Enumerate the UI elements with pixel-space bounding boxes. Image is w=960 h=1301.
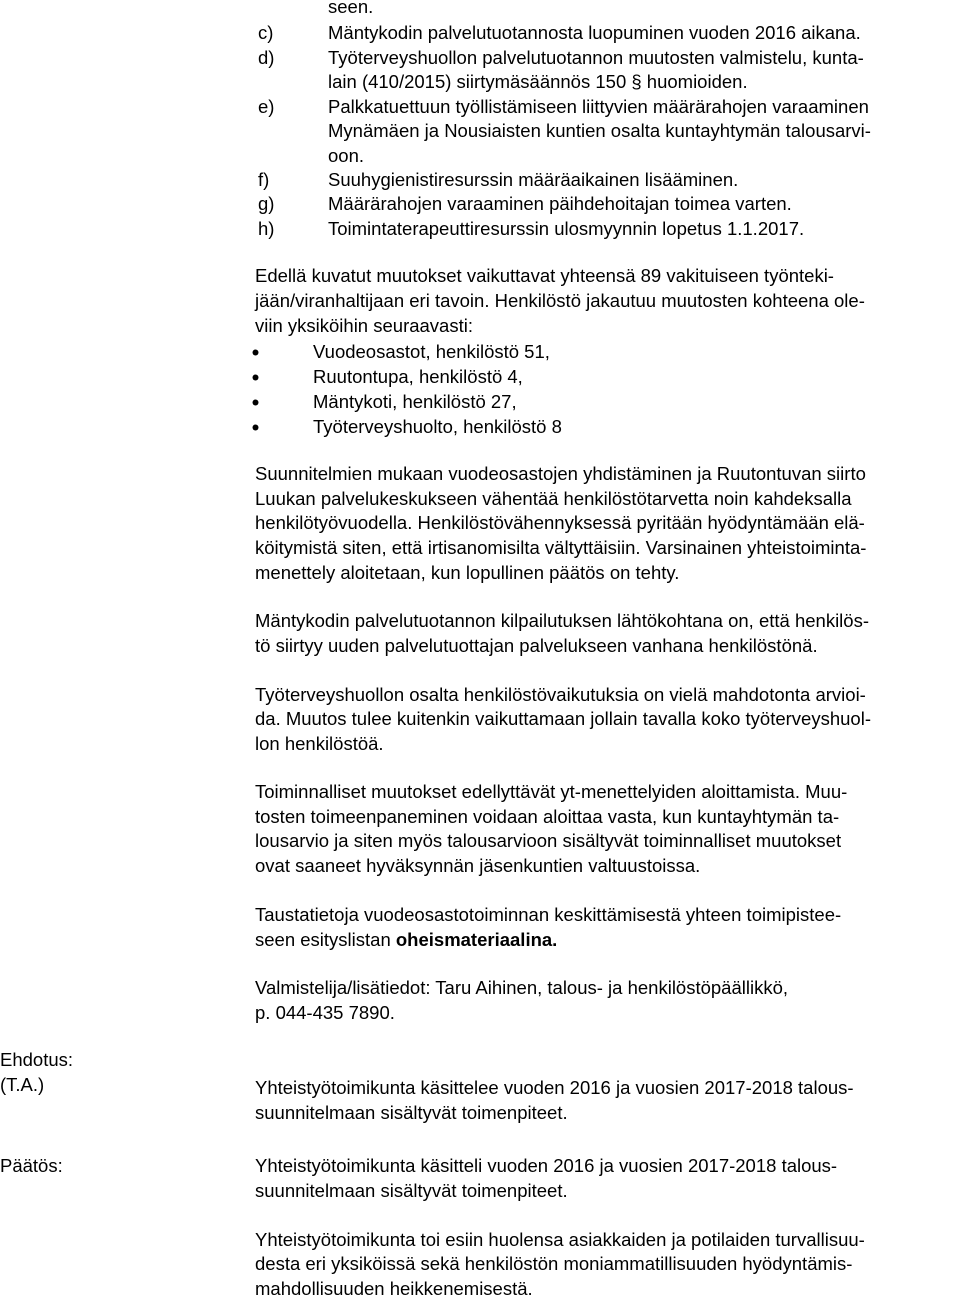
list-marker-c: c)	[258, 22, 274, 43]
preparer-info: Valmistelija/lisätiedot: Taru Aihinen, talous- ja henkilöstöpäällikkö,	[255, 977, 789, 998]
bullet-item: Työterveyshuolto, henkilöstö 8	[313, 416, 562, 437]
decision-label: Päätös:	[0, 1155, 63, 1176]
paragraph-line: Mäntykodin palvelutuotannon kilpailutuksen lähtökohtana on, että henkilös-	[255, 610, 869, 631]
paragraph-line: tö siirtyy uuden palvelutuottajan palvelukseen vanhana henkilöstönä.	[255, 635, 818, 656]
list-item-f: Suuhygienistiresurssin määräaikainen lisääminen.	[328, 169, 739, 190]
bullet-icon	[249, 396, 262, 409]
list-item-c: Mäntykodin palvelutuotannosta luopuminen vuoden 2016 aikana.	[328, 22, 861, 43]
list-marker-h: h)	[258, 218, 275, 239]
paragraph-line: da. Muutos tulee kuitenkin vaikuttamaan jollain tavalla koko työterveyshuol-	[255, 708, 871, 729]
list-item-d-line2: lain (410/2015) siirtymäsäännös 150 § huomioiden.	[328, 71, 748, 92]
bullet-icon	[249, 421, 262, 434]
paragraph-text: seen esityslistan	[255, 929, 396, 950]
list-item-e-line1: Palkkatuettuun työllistämiseen liittyvien määrärahojen varaaminen	[328, 96, 869, 117]
paragraph-line: ovat saaneet hyväksynnän jäsenkuntien valtuustoissa.	[255, 855, 701, 876]
list-item-d-line1: Työterveyshuollon palvelutuotannon muutosten valmistelu, kunta-	[328, 47, 864, 68]
paragraph-line: lon henkilöstöä.	[255, 733, 384, 754]
paragraph-line: Toiminnalliset muutokset edellyttävät yt-menettelyiden aloittamista. Muu-	[255, 781, 848, 802]
decision-text: Yhteistyötoimikunta käsitteli vuoden 2016 ja vuosien 2017-2018 talous-	[255, 1155, 838, 1176]
list-item-e-line3: oon.	[328, 145, 365, 166]
paragraph-line: tosten toimeenpaneminen voidaan aloittaa vasta, kun kuntayhtymän ta-	[255, 806, 840, 827]
paragraph-line: Edellä kuvatut muutokset vaikuttavat yhteensä 89 vakituiseen työnteki-	[255, 265, 834, 286]
bullet-item: Ruutontupa, henkilöstö 4,	[313, 366, 523, 387]
list-marker-f: f)	[258, 169, 270, 190]
list-marker-e: e)	[258, 96, 275, 117]
paragraph-line	[255, 928, 557, 952]
bullet-icon	[249, 371, 262, 384]
decision-text: mahdollisuuden heikkenemisestä.	[255, 1278, 533, 1299]
list-item-h: Toimintaterapeuttiresurssin ulosmyynnin lopetus 1.1.2017.	[328, 218, 805, 239]
bullet-icon	[249, 346, 262, 359]
paragraph-line: lousarvio ja siten myös talousarvioon sisältyvät toiminnalliset muutokset	[255, 830, 842, 851]
proposal-text: suunnitelmaan sisältyvät toimenpiteet.	[255, 1102, 568, 1123]
proposal-presenter: (T.A.)	[0, 1074, 45, 1095]
preparer-phone: p. 044-435 7890.	[255, 1002, 395, 1023]
paragraph-line: jään/viranhaltijaan eri tavoin. Henkilöstö jakautuu muutosten kohteena ole-	[255, 290, 865, 311]
decision-text: Yhteistyötoimikunta toi esiin huolensa asiakkaiden ja potilaiden turvallisuu-	[255, 1229, 865, 1250]
paragraph-line: viin yksiköihin seuraavasti:	[255, 315, 473, 336]
paragraph-line: Taustatietoja vuodeosastotoiminnan keskittämisestä yhteen toimipistee-	[255, 904, 842, 925]
proposal-label: Ehdotus:	[0, 1049, 74, 1070]
paragraph-line: Työterveyshuollon osalta henkilöstövaikutuksia on vielä mahdotonta arvioi-	[255, 684, 866, 705]
decision-text: desta eri yksiköissä sekä henkilöstön moniammatillisuuden hyödyntämis-	[255, 1253, 853, 1274]
list-item-e-line2: Mynämäen ja Nousiaisten kuntien osalta kuntayhtymän talousarvi-	[328, 120, 871, 141]
paragraph-line: köitymistä siten, että irtisanomisilta vältyttäisiin. Varsinainen yhteistoiminta-	[255, 537, 867, 558]
list-item-g: Määrärahojen varaaminen päihdehoitajan toimea varten.	[328, 193, 792, 214]
bullet-item: Vuodeosastot, henkilöstö 51,	[313, 341, 550, 362]
list-continuation: seen.	[328, 0, 374, 17]
attachment-reference: oheismateriaalina.	[395, 929, 558, 950]
list-marker-g: g)	[258, 193, 275, 214]
paragraph-line: Suunnitelmien mukaan vuodeosastojen yhdistäminen ja Ruutontuvan siirto	[255, 463, 866, 484]
decision-text: suunnitelmaan sisältyvät toimenpiteet.	[255, 1180, 568, 1201]
proposal-text: Yhteistyötoimikunta käsittelee vuoden 2016 ja vuosien 2017-2018 talous-	[255, 1077, 854, 1098]
paragraph-line: henkilötyövuodella. Henkilöstövähennyksessä pyritään hyödyntämään elä-	[255, 512, 865, 533]
paragraph-line: menettely aloitetaan, kun lopullinen päätös on tehty.	[255, 562, 680, 583]
paragraph-line: Luukan palvelukeskukseen vähentää henkilöstötarvetta noin kahdeksalla	[255, 488, 852, 509]
list-marker-d: d)	[258, 47, 275, 68]
bullet-item: Mäntykoti, henkilöstö 27,	[313, 391, 517, 412]
